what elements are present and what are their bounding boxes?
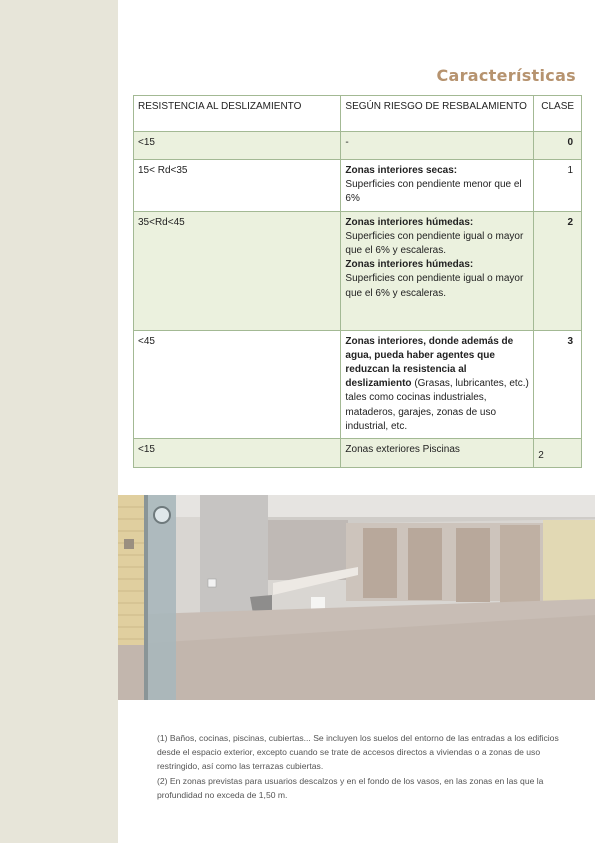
table-row xyxy=(134,330,582,438)
clase-value: 2 xyxy=(538,449,544,461)
header-risk: SEGÚN RIESGO DE RESBALAMIENTO xyxy=(341,96,534,132)
risk-heading: Zonas interiores, donde además de agua, pueda haber agentes que reduzcan la resistencia al deslizamiento xyxy=(345,335,514,390)
footnote-1: (1) Baños, cocinas, piscinas, cubiertas... Se incluyen los suelos del entorno de las entradas a los edificios desde el espacio exterior, excepto cuando se trate de accesos directos a viviendas o a zonas de uso restringido, así como las terrazas cubiertas. xyxy=(157,733,559,772)
table-row xyxy=(134,211,582,330)
risk-heading: Zonas interiores secas: xyxy=(345,165,458,176)
risk-heading: Zonas interiores húmedas: xyxy=(345,259,474,271)
cell-risk xyxy=(341,439,534,468)
risk-text: Superficies con pendiente menor que el 6% xyxy=(345,179,522,205)
footnotes xyxy=(157,731,577,802)
risk-text: Superficies con pendiente igual o mayor que el 6% y escaleras. xyxy=(345,230,524,257)
page-title: Características xyxy=(436,66,576,85)
restroom-illustration xyxy=(118,495,595,700)
cell-resistance: <15 xyxy=(134,439,341,468)
risk-text: - xyxy=(345,137,349,148)
risk-text: Zonas exteriores Piscinas xyxy=(345,444,460,456)
cell-clase: 3 xyxy=(534,330,582,438)
cell-risk xyxy=(341,160,534,212)
table-row xyxy=(134,439,582,468)
risk-text: Superficies con pendiente igual o mayor que el 6% y escaleras. xyxy=(345,273,524,299)
restroom-photo xyxy=(118,495,595,700)
cell-clase: 2 xyxy=(534,211,582,330)
footnote-2: (2) En zonas previstas para usuarios descalzos y en el fondo de los vasos, en las zonas en las que la profundidad no exceda de 1,50 m. xyxy=(157,775,544,800)
risk-text: (Grasas, lubricantes, etc.) tales como cocinas industriales, mataderos, garajes, zonas de uso industrial, etc. xyxy=(345,378,529,432)
table-row xyxy=(134,160,582,212)
cell-resistance: 15< Rd<35 xyxy=(134,160,341,212)
left-sidebar-band xyxy=(0,0,118,843)
cell-risk xyxy=(341,211,534,330)
cell-resistance: 35<Rd<45 xyxy=(134,211,341,330)
cell-risk xyxy=(341,132,534,160)
cell-clase xyxy=(534,439,582,468)
header-resistance: RESISTENCIA AL DESLIZAMIENTO xyxy=(134,96,341,132)
table-header-row xyxy=(134,96,582,132)
cell-resistance: <15 xyxy=(134,132,341,160)
cell-risk xyxy=(341,330,534,438)
cell-clase: 0 xyxy=(534,132,582,160)
slip-resistance-table xyxy=(133,95,582,468)
cell-clase: 1 xyxy=(534,160,582,212)
table-row xyxy=(134,132,582,160)
header-clase: CLASE xyxy=(534,96,582,132)
cell-resistance: <45 xyxy=(134,330,341,438)
risk-heading: Zonas interiores húmedas: xyxy=(345,216,474,228)
